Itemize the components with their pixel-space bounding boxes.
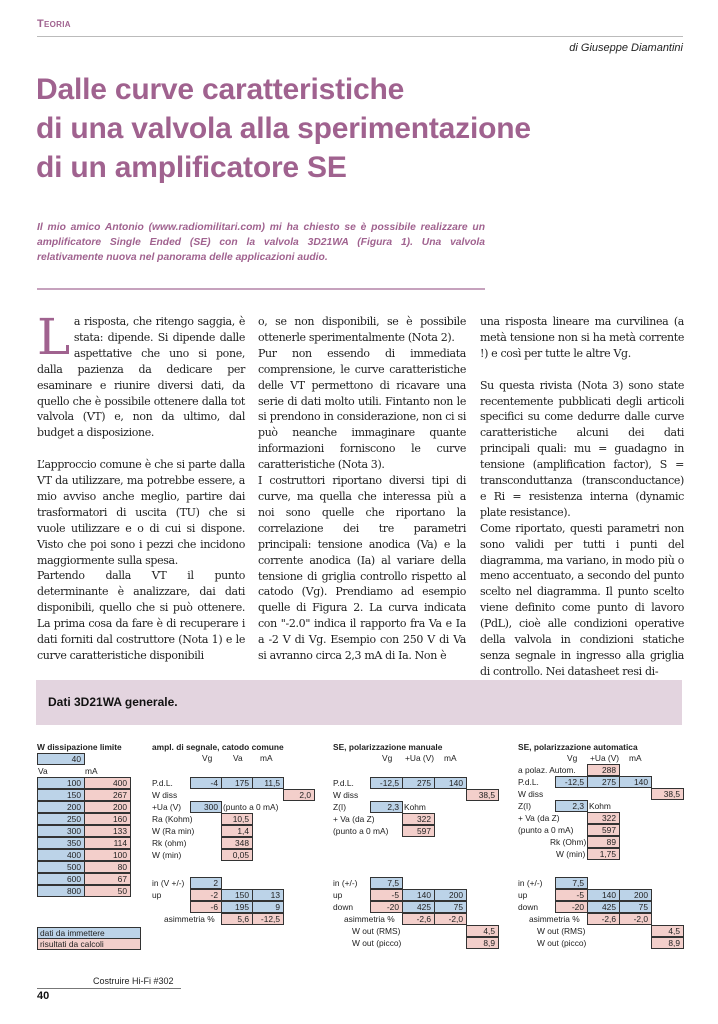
dissipation-heading: W dissipazione limite <box>37 742 122 752</box>
row-label: W diss <box>518 789 544 799</box>
cell-input: 140 <box>587 889 620 901</box>
paragraph: Partendo dalla VT il punto determinante è analizzare, dai dati disponibili, quello che si può ottenere. La prima cosa da fare è di recuperare i dati forniti dal costruttore (Nota 1) e le curve caratteristiche disponibili <box>37 569 245 663</box>
article-title <box>36 70 686 187</box>
dissipation-ma-cell: 67 <box>84 873 131 885</box>
dissipation-ma-cell: 100 <box>84 849 131 861</box>
row-label: W out (RMS) <box>537 926 586 936</box>
dissipation-ma-cell: 133 <box>84 825 131 837</box>
body-column-3 <box>480 314 684 680</box>
row-label: P.d.L. <box>518 777 539 787</box>
cell-input: 11,5 <box>252 777 284 789</box>
cell-input: 175 <box>221 777 253 789</box>
col-header: +Ua (V) <box>590 753 620 763</box>
row-label: asimmetria % <box>529 914 580 924</box>
row-label: + Va (da Z) <box>518 813 560 823</box>
cell-input: 9 <box>252 901 284 913</box>
cell-input: 2 <box>190 877 222 889</box>
paragraph: I costruttori riportano diversi tipi di curve, ma quella che interessa più a noi sono quelle che riportano la correlazione dei tre parametri principali: tensione anodica (Va) e la corrente anodica (Ia) al variare della tensione di griglia controllo rispetto al catodo (Vg). Prendiamo ad esempio quelle di Figura 2. La curva indicata con "-2.0" indica il rapporto fra Va e Ia a -2 V di Vg. Esempio con 250 V di Va si avranno circa 2,3 mA di Ia. Non è <box>258 474 466 663</box>
cell-result: -12,5 <box>252 913 284 925</box>
paragraph: una risposta lineare ma curvilinea (a metà tensione non si ha metà corrente !) e così per tutte le altre Vg. <box>480 315 684 360</box>
row-label: Z(I) <box>333 802 347 812</box>
cell-result: -2,0 <box>434 913 467 925</box>
row-label: W (min) <box>556 849 586 859</box>
row-label: up <box>152 890 162 900</box>
col-header: Vg <box>382 753 393 763</box>
unit: Kohm <box>589 801 611 811</box>
row-label: W diss <box>152 790 178 800</box>
cell-result: -5 <box>370 889 403 901</box>
cell-input: 425 <box>402 901 435 913</box>
cell-result: -2 <box>190 889 222 901</box>
note: (punto a 0 mA) <box>223 802 279 812</box>
cell-input: 13 <box>252 889 284 901</box>
cell-result: 5,6 <box>221 913 253 925</box>
dissipation-ma-cell: 200 <box>84 801 131 813</box>
cell-input: 140 <box>619 776 652 788</box>
row-label: W diss <box>333 790 359 800</box>
row-label: W out (RMS) <box>352 926 401 936</box>
cell-result: 1,75 <box>587 848 620 860</box>
byline: di Giuseppe Diamantini <box>569 42 683 54</box>
cell-input: 300 <box>190 801 222 813</box>
dissipation-va-cell: 500 <box>37 861 85 873</box>
row-label: asimmetria % <box>344 914 395 924</box>
col-header: mA <box>629 753 642 763</box>
drop-cap: L <box>37 308 70 366</box>
cell-result: 38,5 <box>651 788 684 800</box>
cell-result: -6 <box>190 901 222 913</box>
row-label: P.d.L. <box>333 778 354 788</box>
dissipation-va-cell: 100 <box>37 777 85 789</box>
title-line: di una valvola alla sperimentazione <box>36 112 531 145</box>
cell-input: 195 <box>221 901 253 913</box>
dissipation-va-cell: 150 <box>37 789 85 801</box>
paragraph: o, se non disponibili, se è possibile ottenerle sperimentalmente (Nota 2). <box>258 315 466 344</box>
row-label: in (+/-) <box>333 878 358 888</box>
dissipation-ma-cell: 267 <box>84 789 131 801</box>
cell-input: 140 <box>402 889 435 901</box>
row-label: asimmetria % <box>164 914 215 924</box>
dissipation-ma-cell: 50 <box>84 885 131 897</box>
row-label: P.d.L. <box>152 778 173 788</box>
dissipation-va-cell: 250 <box>37 813 85 825</box>
cell-input: 7,5 <box>370 877 403 889</box>
legend-input: dati da immettere <box>37 927 141 939</box>
title-line: di un amplificatore SE <box>36 151 347 184</box>
col-header: Vg <box>202 753 213 763</box>
paragraph: Come riportato, questi parametri non sono validi per tutti i punti del diagramma, ma variano, in modo più o meno accentuato, a secondo del punto scelto nel diagramma. Il punto scelto viene definito come punto di lavoro (PdL), cioè alle condizioni operative della valvola in condizioni statiche senza segnale in ingresso alla griglia di controllo. Nei datasheet resi di- <box>480 521 684 678</box>
cell-input: 75 <box>619 901 652 913</box>
row-label: a polaz. Autom. <box>518 765 576 775</box>
cell-input: -4 <box>190 777 222 789</box>
row-label: up <box>518 890 528 900</box>
cell-input: 2,3 <box>555 800 588 812</box>
dissipation-va-cell: 600 <box>37 873 85 885</box>
row-label: +Ua (V) <box>152 802 182 812</box>
table-title-band <box>36 680 682 725</box>
dissipation-ma-cell: 114 <box>84 837 131 849</box>
unit: Kohm <box>404 802 426 812</box>
row-label: Z(I) <box>518 801 532 811</box>
row-label: in (V +/-) <box>152 878 185 888</box>
lead-paragraph: Il mio amico Antonio (www.radiomilitari.com) mi ha chiesto se è possibile realizzare un amplificatore Single Ended (SE) con la valvola 3D21WA (Figura 1). Una valvola relativamente nuova nel panorama delle applicazioni audio. <box>37 222 485 263</box>
cell-input: 200 <box>619 889 652 901</box>
row-label: Ra (Kohm) <box>152 814 193 824</box>
cell-result: -2,0 <box>619 913 652 925</box>
cell-result: 597 <box>587 824 620 836</box>
row-label: (punto a 0 mA) <box>333 826 389 836</box>
page-number: 40 <box>37 990 50 1002</box>
dissipation-va-cell: 800 <box>37 885 85 897</box>
paragraph: a risposta, che ritengo saggia, è stata: dipende. Si dipende dalle aspettative che uno si pone, dalla pazienza da dedicare per esaminare e riunire diversi dati, da quello che è possibile ottenere dalla tot valvola (VT) e, non da ultimo, dal budget a disposizione. <box>37 315 245 440</box>
row-label: up <box>333 890 343 900</box>
row-label: (punto a 0 mA) <box>518 825 574 835</box>
cell-result: 597 <box>402 825 435 837</box>
cell-input: -12,5 <box>370 777 403 789</box>
col-header: +Ua (V) <box>405 753 435 763</box>
dissipation-va-cell: 350 <box>37 837 85 849</box>
cell-result: -2,6 <box>402 913 435 925</box>
cell-result: 288 <box>587 764 620 776</box>
cell-result: 322 <box>402 813 435 825</box>
cell-result: 2,0 <box>283 789 315 801</box>
body-column-2 <box>258 314 466 664</box>
magazine-issue: Costruire Hi-Fi #302 <box>93 976 174 986</box>
row-label: Rk (Ohm) <box>550 837 587 847</box>
dissipation-va-cell: 400 <box>37 849 85 861</box>
cell-result: -20 <box>555 901 588 913</box>
col-header-ma: mA <box>85 766 98 776</box>
cell-result: 0,05 <box>221 849 253 861</box>
cell-result: 8,9 <box>651 937 684 949</box>
paragraph: Pur non essendo di immediata comprensione, le curve caratteristiche delle VT permettono di ricavare una serie di dati molto utili. Fintanto non le si prendono in considerazione, non ci si può neanche immaginare quante informazioni forniscono le curve caratteristiche (Nota 3). <box>258 346 466 472</box>
se-auto-heading: SE, polarizzazione automatica <box>518 742 638 752</box>
cell-input: 275 <box>402 777 435 789</box>
cell-result: 8,9 <box>466 937 499 949</box>
cell-input: -12,5 <box>555 776 588 788</box>
cell-result: 10,5 <box>221 813 253 825</box>
top-rule <box>37 36 683 37</box>
cell-input: 200 <box>434 889 467 901</box>
cell-result: 38,5 <box>466 789 499 801</box>
section-tag: Teoria <box>37 18 71 30</box>
row-label: W (Ra min) <box>152 826 195 836</box>
cell-result: 322 <box>587 812 620 824</box>
cell-result: -5 <box>555 889 588 901</box>
paragraph: L’approccio comune è che si parte dalla VT da utilizzare, ma potrebbe essere, a mio avviso anche meglio, partire dai trasformatori di uscita (TU) che si vuole utilizzare e o di cui si dispone. Visto che poi sono i pezzi che incidono maggiormente sulla spesa. <box>37 458 245 567</box>
cell-input: 425 <box>587 901 620 913</box>
row-label: Rk (ohm) <box>152 838 187 848</box>
cell-result: -20 <box>370 901 403 913</box>
legend-result: risultati da calcoli <box>37 938 141 950</box>
common-cathode-heading: ampl. di segnale, catodo comune <box>152 742 284 752</box>
cell-input: 7,5 <box>555 877 588 889</box>
col-header: mA <box>260 753 273 763</box>
cell-result: -2,6 <box>587 913 620 925</box>
row-label: in (+/-) <box>518 878 543 888</box>
cell-result: 348 <box>221 837 253 849</box>
dissipation-va-cell: 200 <box>37 801 85 813</box>
row-label: W (min) <box>152 850 182 860</box>
dissipation-ma-cell: 80 <box>84 861 131 873</box>
cell-input: 150 <box>221 889 253 901</box>
row-label: down <box>518 902 539 912</box>
row-label: W out (picco) <box>537 938 587 948</box>
dissipation-va-cell: 300 <box>37 825 85 837</box>
cell-result: 4,5 <box>466 925 499 937</box>
lead-divider <box>37 288 485 290</box>
cell-result: 89 <box>587 836 620 848</box>
cell-result: 4,5 <box>651 925 684 937</box>
footer-rule <box>37 988 181 989</box>
title-line: Dalle curve caratteristiche <box>36 73 405 106</box>
dissipation-ma-cell: 160 <box>84 813 131 825</box>
dissipation-ma-cell: 400 <box>84 777 131 789</box>
cell-input: 2,3 <box>370 801 403 813</box>
row-label: + Va (da Z) <box>333 814 375 824</box>
row-label: down <box>333 902 354 912</box>
se-manual-heading: SE, polarizzazione manuale <box>333 742 443 752</box>
cell-input: 75 <box>434 901 467 913</box>
table-title: Dati 3D21WA generale. <box>48 695 178 709</box>
body-column-1 <box>37 308 245 664</box>
row-label: W out (picco) <box>352 938 402 948</box>
cell-input: 140 <box>434 777 467 789</box>
col-header: Vg <box>567 753 578 763</box>
col-header-va: Va <box>38 766 48 776</box>
dissipation-value: 40 <box>37 753 85 765</box>
cell-input: 275 <box>587 776 620 788</box>
col-header: mA <box>444 753 457 763</box>
col-header: Va <box>233 753 243 763</box>
paragraph: Su questa rivista (Nota 3) sono state recentemente pubblicati degli articoli specifici su come dedurre dalle curve caratteristiche alcuni dei dati principali quali: mu = guadagno in tensione (amplification factor), S = transconduttanza (transconductance) e Ri = resistenza interna (dynamic plate resistance). <box>480 378 684 519</box>
cell-result: 1,4 <box>221 825 253 837</box>
